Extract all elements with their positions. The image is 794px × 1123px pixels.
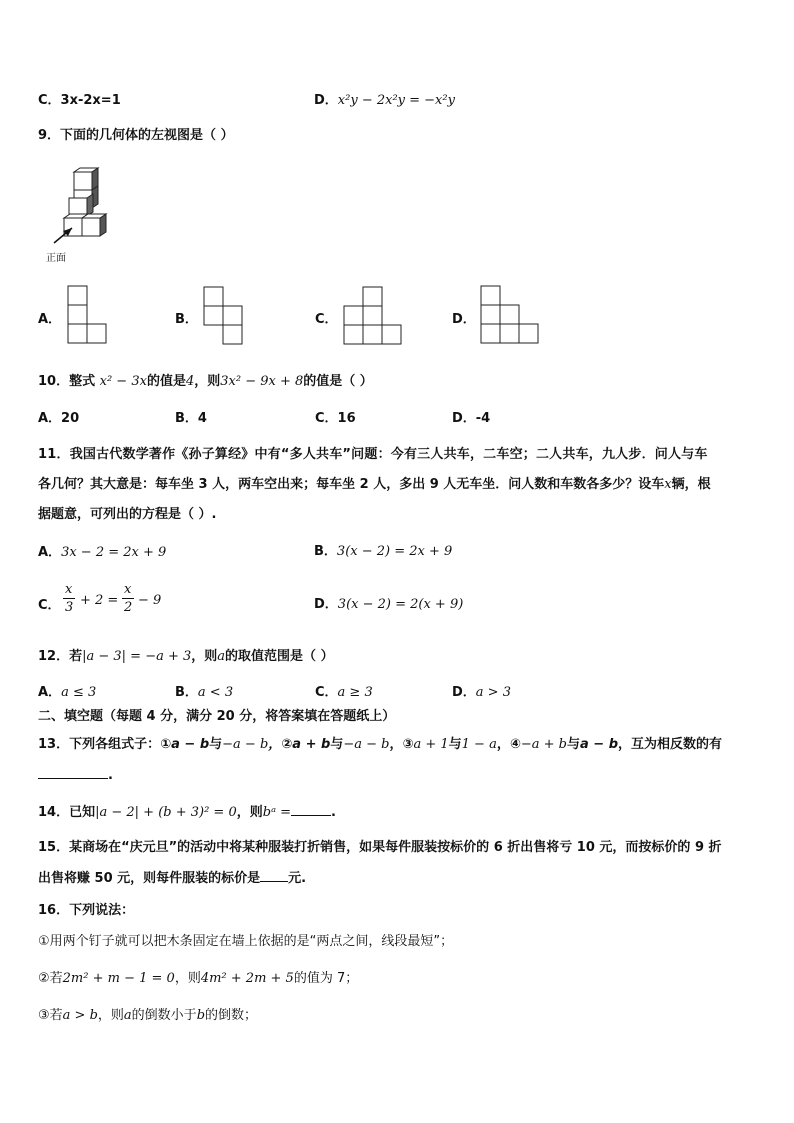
q11-option-c-label: C． — [38, 598, 61, 613]
q12-stem — [38, 645, 334, 664]
q11-option-a-expr: 3x − 2 = 2x + 9 — [61, 545, 167, 560]
q15-line2-text: 出售将赚 50 元，则每件服装的标价是 — [38, 871, 261, 886]
q11-line2-var: x — [664, 477, 672, 492]
q13-pair1-a: ①a − b — [160, 737, 210, 752]
q12-var: a — [217, 649, 226, 664]
q15-line2 — [38, 867, 306, 886]
q10-value: 4 — [185, 374, 195, 389]
q12-option-a — [38, 681, 96, 700]
section-2-heading: 二、填空题（每题 4 分，满分 20 分，将答案填在答题纸上） — [38, 709, 396, 724]
q11-option-c-num1: x — [65, 582, 73, 597]
q8-option-d-label: D． — [314, 93, 338, 108]
q12-option-c-expr: a ≥ 3 — [337, 685, 373, 700]
q11-option-c-den2: 2 — [124, 600, 133, 615]
q13-tail: ，互为相反数的有 — [618, 737, 723, 752]
q10-expr2: 3x² − 9x + 8 — [220, 374, 304, 389]
q10-option-d: D．-4 — [452, 411, 491, 426]
q11-option-c-den1: 3 — [65, 600, 74, 615]
q16-s2-tail: 的值为 7； — [293, 971, 359, 986]
q13-lead: 13．下列各组式子： — [38, 737, 161, 752]
q9-option-c-figure — [344, 287, 402, 345]
q12-expr: |a − 3| = −a + 3 — [82, 649, 192, 664]
q16-s2-expr1: 2m² + m − 1 = 0 — [62, 971, 175, 986]
q11-option-d-expr: 3(x − 2) = 2(x + 9) — [337, 597, 464, 612]
q13-pair3-with: 与 — [448, 737, 462, 752]
q16-s3-tail: 的倒数； — [205, 1008, 258, 1023]
q13-end: . — [108, 768, 113, 783]
q16-s3-var-b: b — [196, 1008, 206, 1023]
q11-option-c-tail: − 9 — [138, 593, 162, 608]
q9-option-d-label: D． — [452, 312, 476, 327]
q15-line2-tail: 元. — [288, 871, 307, 886]
q12-mid: ，则 — [191, 649, 218, 664]
q12-option-c-label: C． — [315, 685, 338, 700]
q16-statement-1: ①用两个钉子就可以把木条固定在墙上依据的是“两点之间，线段最短”； — [38, 934, 454, 949]
q9-option-a-figure — [68, 286, 108, 344]
q16-s3-mid: ，则 — [97, 1008, 124, 1023]
q11-option-a-label: A． — [38, 545, 62, 560]
q8-option-c: C．3x-2x=1 — [38, 93, 121, 108]
q13-pair4-a: −a + b — [520, 737, 567, 752]
q11-option-c-num2: x — [124, 582, 132, 597]
q13-pair3-b: 1 − a — [461, 737, 497, 752]
q13-answer-blank[interactable] — [38, 766, 108, 779]
q10-stem — [38, 370, 373, 389]
q11-option-d — [314, 593, 463, 612]
q14-mid: ，则 — [236, 805, 263, 820]
q16-s3-text: 的倒数小于 — [131, 1008, 197, 1023]
q14-stem — [38, 801, 336, 820]
q12-option-d — [452, 681, 511, 700]
q12-num: 12．若 — [38, 649, 83, 664]
q11-line1: 11．我国古代数学著作《孙子算经》中有“多人共车”问题：今有三人共车，二车空；二人共车，九人步．问人与车 — [38, 447, 708, 462]
q9-option-c-label: C． — [315, 312, 338, 327]
q11-line2 — [38, 473, 711, 492]
q9-option-b-figure — [204, 287, 244, 345]
q10-t3: 的值是（ ） — [303, 374, 373, 389]
q13-pair3-num: ，③ — [389, 737, 414, 752]
q12-option-c — [315, 681, 373, 700]
q14-end: . — [330, 805, 336, 820]
q16-statement-2 — [38, 967, 358, 986]
q13-pair2-with: 与 — [330, 737, 344, 752]
q9-option-b-label: B． — [175, 312, 198, 327]
q11-line2-tail: 辆，根 — [671, 477, 711, 492]
q12-option-b — [175, 681, 233, 700]
q14-expr: |a − 2| + (b + 3)² = 0 — [95, 805, 237, 820]
q16-s3-var-a: a — [123, 1008, 132, 1023]
q13-pair3-a: a + 1 — [413, 737, 449, 752]
q15-answer-blank[interactable] — [260, 869, 288, 882]
q13-pair1-b: −a − b — [222, 737, 269, 752]
q13-answer-line — [38, 766, 113, 783]
q13-pair4-b: a − b — [580, 737, 619, 752]
q11-option-c-mid: + 2 = — [80, 593, 119, 608]
q12-option-a-expr: a ≤ 3 — [61, 685, 97, 700]
q10-t1: 的值是 — [146, 374, 186, 389]
q11-option-a — [38, 541, 166, 560]
q9-option-a-label: A． — [38, 312, 62, 327]
q9-front-label: 正面 — [46, 253, 66, 264]
q16-s2-lead: ②若 — [38, 971, 63, 986]
q11-option-b-expr: 3(x − 2) = 2x + 9 — [336, 544, 453, 559]
q12-option-b-label: B． — [175, 685, 198, 700]
q10-num: 10．整式 — [38, 374, 96, 389]
q13-stem — [38, 733, 722, 752]
q11-option-b-label: B． — [314, 544, 337, 559]
q11-line2-text: 各几何？其大意是：每车坐 3 人，两车空出来；每车坐 2 人，多出 9 人无车坐．问人数和车数各多少？设车 — [38, 477, 665, 492]
q16-stem: 16．下列说法： — [38, 903, 135, 918]
q13-pair2-a: ，②a + b — [268, 737, 331, 752]
q11-option-d-label: D． — [314, 597, 338, 612]
q13-pair4-with: 与 — [566, 737, 580, 752]
q9-option-d-figure — [481, 286, 539, 344]
q12-option-b-expr: a < 3 — [197, 685, 234, 700]
q14-lead: 14．已知 — [38, 805, 96, 820]
q14-answer-blank[interactable] — [291, 803, 331, 816]
q8-option-d — [314, 89, 455, 108]
q11-option-b — [314, 540, 452, 559]
q11-line3: 据题意，可列出的方程是（ ）. — [38, 507, 217, 522]
q16-s3-expr: a > b — [62, 1008, 98, 1023]
q16-s2-expr2: 4m² + 2m + 5 — [200, 971, 294, 986]
q10-option-b: B．4 — [175, 411, 207, 426]
q12-option-d-label: D． — [452, 685, 476, 700]
q13-pair4-num: ，④ — [496, 737, 521, 752]
q16-statement-3 — [38, 1004, 257, 1023]
q10-option-c: C．16 — [315, 411, 356, 426]
q14-expr2: bᵃ = — [262, 805, 291, 820]
q8-option-d-expr: x²y − 2x²y = −x²y — [337, 93, 455, 108]
q12-tail: 的取值范围是（ ） — [225, 649, 334, 664]
q10-expr1: x² − 3x — [99, 374, 147, 389]
q15-line1: 15．某商场在“庆元旦”的活动中将某种服装打折销售，如果每件服装按标价的 6 折出售将亏 10 元，而按标价的 9 折 — [38, 840, 722, 855]
q16-s3-lead: ③若 — [38, 1008, 63, 1023]
q10-option-a: A．20 — [38, 411, 80, 426]
q16-s2-mid: ，则 — [174, 971, 201, 986]
q9-stem: 9．下面的几何体的左视图是（ ） — [38, 128, 234, 143]
q12-option-a-label: A． — [38, 685, 62, 700]
q12-option-d-expr: a > 3 — [475, 685, 511, 700]
q13-pair1-with: 与 — [209, 737, 223, 752]
q10-t2: ，则 — [194, 374, 221, 389]
q13-pair2-b: −a − b — [343, 737, 390, 752]
